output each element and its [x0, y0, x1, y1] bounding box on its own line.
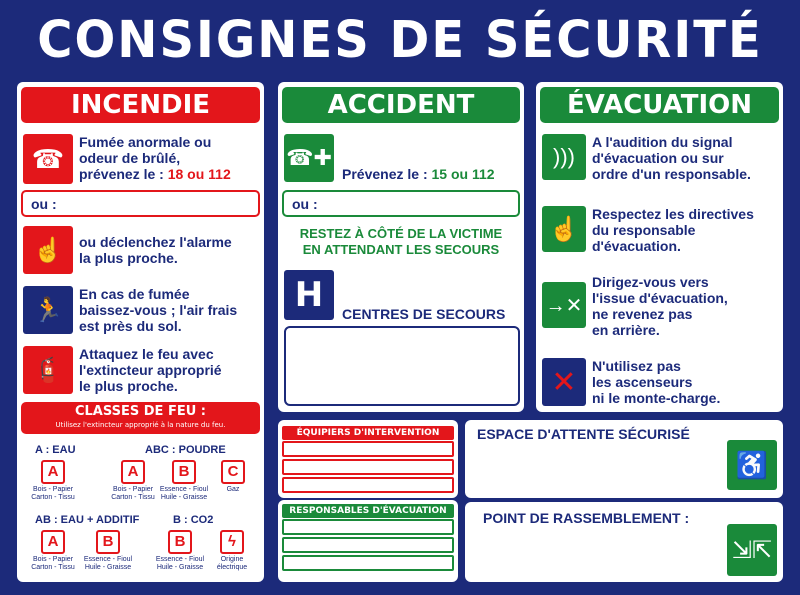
responsables-header: RESPONSABLES D'ÉVACUATION: [282, 504, 454, 518]
accident-victim-text: RESTEZ À CÔTÉ DE LA VICTIME EN ATTENDANT LES SECOURS: [299, 226, 503, 257]
equipiers-field-1: [282, 441, 454, 457]
incendie-smoke-text: En cas de fumée baissez-vous ; l'air frais est près du sol.: [79, 286, 238, 334]
responsables-field-3: [282, 555, 454, 571]
equipiers-field-3: [282, 477, 454, 493]
phone-fire-icon: ☎: [23, 134, 73, 184]
class-group-abc: ABC : POUDRE: [145, 444, 226, 456]
class-abc-fuel: B Essence - Fioul Huile - Graisse: [159, 460, 209, 502]
evacuation-header: ÉVACUATION: [540, 87, 779, 123]
incendie-item-alarm: [23, 226, 232, 274]
equipiers-panel: [278, 420, 458, 498]
class-abc-gas: C Gaz: [213, 460, 253, 494]
accident-panel: [278, 82, 524, 412]
incendie-panel: [17, 82, 264, 582]
hospital-icon: H: [284, 270, 334, 320]
equipiers-header: ÉQUIPIERS D'INTERVENTION: [282, 426, 454, 440]
espace-attente-panel: [465, 420, 783, 498]
class-group-ab: AB : EAU + ADDITIF: [35, 514, 140, 526]
centres-secours-field: [284, 326, 520, 406]
incendie-alarm-text: ou déclenchez l'alarme la plus proche.: [79, 234, 232, 266]
responsables-panel: [278, 500, 458, 582]
incendie-call-number: 18 ou 112: [167, 166, 231, 182]
class-abc-wood: A Bois - Papier Carton - Tissu: [109, 460, 157, 502]
classes-title: CLASSES DE FEU :: [74, 404, 207, 419]
class-b-electric: ϟ Origine électrique: [211, 530, 253, 572]
incendie-header: INCENDIE: [21, 87, 260, 123]
class-group-a: A : EAU: [35, 444, 76, 456]
rassemblement-panel: [465, 502, 783, 582]
rassemblement-label: POINT DE RASSEMBLEMENT :: [483, 510, 690, 526]
fuel-icon: B: [168, 530, 192, 554]
electric-icon: ϟ: [220, 530, 244, 554]
accessible-refuge-icon: ♿: [727, 440, 777, 490]
class-a-wood: A Bois - Papier Carton - Tissu: [29, 460, 77, 502]
fuel-icon: B: [96, 530, 120, 554]
directive-icon: ☝: [542, 206, 586, 252]
smoke-crawl-icon: 🏃: [23, 286, 73, 334]
evacuation-item-directive: [542, 206, 754, 254]
first-aid-phone-icon: ☎✚: [284, 134, 334, 182]
incendie-item-extinguisher: [23, 346, 222, 394]
wood-paper-icon: A: [41, 460, 65, 484]
page-title: CONSIGNES DE SÉCURITÉ: [37, 10, 763, 70]
espace-attente-label: ESPACE D'ATTENTE SÉCURISÉ: [477, 426, 690, 442]
responsables-field-1: [282, 519, 454, 535]
evacuation-elevator-text: N'utilisez pas les ascenseurs ni le monte-charge.: [592, 358, 721, 406]
extinguisher-icon: 🧯: [23, 346, 73, 394]
assembly-point-icon: ⇲⇱: [727, 524, 777, 576]
no-elevator-icon: ✕: [542, 358, 586, 406]
responsables-field-2: [282, 537, 454, 553]
incendie-item-call: [23, 134, 231, 184]
gas-icon: C: [221, 460, 245, 484]
wood-paper-icon: A: [41, 530, 65, 554]
fuel-icon: B: [172, 460, 196, 484]
equipiers-field-2: [282, 459, 454, 475]
classes-header: [21, 402, 260, 434]
class-ab-fuel: B Essence - Fioul Huile - Graisse: [83, 530, 133, 572]
accident-call-text: Prévenez le :: [342, 166, 432, 182]
incendie-ou-field: ou :: [21, 190, 260, 217]
wood-paper-icon: A: [121, 460, 145, 484]
class-ab-wood: A Bois - Papier Carton - Tissu: [29, 530, 77, 572]
evacuation-item-exit: [542, 274, 728, 338]
alarm-signal-icon: ))): [542, 134, 586, 180]
accident-call-number: 15 ou 112: [431, 166, 495, 182]
incendie-call-text: Fumée anormale ou odeur de brûlé, prévenez le :: [79, 134, 212, 182]
evacuation-signal-text: A l'audition du signal d'évacuation ou sur ordre d'un responsable.: [592, 134, 751, 182]
classes-subtitle: Utilisez l'extincteur approprié à la nature du feu.: [55, 421, 226, 429]
evacuation-item-signal: [542, 134, 751, 182]
incendie-item-smoke: [23, 286, 237, 334]
incendie-extinguisher-text: Attaquez le feu avec l'extincteur approprié le plus proche.: [79, 346, 222, 394]
evacuation-item-elevator: [542, 358, 720, 406]
accident-ou-field: ou :: [282, 190, 520, 217]
accident-header: ACCIDENT: [282, 87, 520, 123]
evacuation-directive-text: Respectez les directives du responsable d'évacuation.: [592, 206, 754, 254]
class-b-fuel: B Essence - Fioul Huile - Graisse: [155, 530, 205, 572]
evacuation-exit-text: Dirigez-vous vers l'issue d'évacuation, ne revenez pas en arrière.: [592, 274, 728, 338]
alarm-button-icon: ☝: [23, 226, 73, 274]
exit-route-icon: →✕: [542, 282, 586, 328]
class-group-b: B : CO2: [173, 514, 214, 526]
centres-secours-label: CENTRES DE SECOURS: [342, 306, 506, 322]
evacuation-panel: [536, 82, 783, 412]
